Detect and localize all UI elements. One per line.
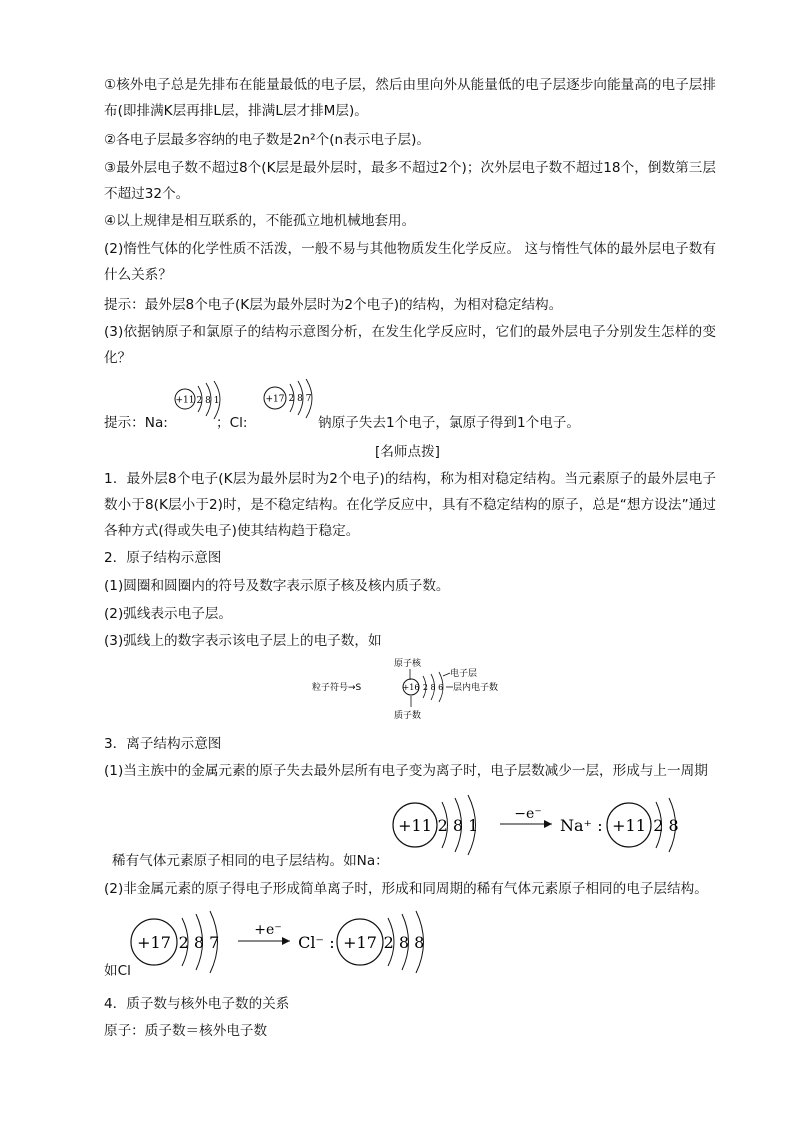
cl-atom-small-diagram [260,376,320,424]
cl-nucleus: +17 [137,933,171,952]
point-4-heading: 4．质子数与核外电子数的关系 [104,996,290,1012]
point-2-item-3: (3)弧线上的数字表示该电子层上的电子数，如 [104,633,382,649]
point-3-heading: 3．离子结构示意图 [104,736,222,752]
sulfur-nucleus: +16 [402,683,420,692]
electron-count-label: 层内电子数 [453,683,499,693]
lose-electron-label: −e⁻ [514,806,542,822]
cl-nucleus-small: +17 [265,394,285,405]
question-2: (2)惰性气体的化学性质不活泼，一般不易与其他物质发生化学反应。 这与惰性气体的最外层电子数有什么关系？ [104,241,716,283]
na-ion-nucleus: +11 [612,816,646,835]
cl-electrons: 2 8 7 [178,933,220,952]
hint-3-suffix: 钠原子失去1个电子，氯原子得到1个电子。 [318,415,580,431]
rule-3: ③最外层电子数不超过8个(K层是最外层时，最多不超过2个)；次外层电子数不超过18个，倒数第三层不超过32个。 [104,160,716,202]
point-4-item-1: 原子：质子数＝核外电子数 [104,1023,268,1039]
hint-2: 提示：最外层8个电子(K层为最外层时为2个电子)的结构，为相对稳定结构。 [104,297,563,313]
sulfur-electrons: 2 8 6 [422,683,444,692]
hint-3-separator: ；Cl: [216,415,248,431]
particle-symbol-label: 粒子符号→S [312,683,362,693]
cl-colon: : [329,933,335,952]
point-3-item-1: (1)当主族中的金属元素的原子失去最外层所有电子变为离子时，电子层数减少一层，形成与上一周期 [104,763,708,779]
rule-1: ①核外电子总是先排布在能量最低的电子层，然后由里向外从能量低的电子层逐步向能量高的电子层排布(即排满K层再排L层，排满L层才排M层)。 [104,77,716,119]
chloride-ion-diagram [128,906,438,978]
na-ion-symbol: Na⁺ [560,816,592,835]
cl-electrons-small: 2 8 7 [288,394,312,404]
teacher-tip-heading: [名师点拨] [375,444,440,460]
cl-ion-electrons: 2 8 8 [383,933,425,952]
sulfur-atom-labeled-diagram [310,654,530,724]
gain-electron-label: +e⁻ [254,922,282,938]
cl-ion-nucleus: +17 [343,933,377,952]
hint-3-prefix: 提示：Na: [104,415,168,431]
rule-2: ②各电子层最多容纳的电子数是2n²个(n表示电子层)。 [104,132,430,148]
na-nucleus-small: +11 [175,395,195,406]
rule-4: ④以上规律是相互联系的，不能孤立地机械地套用。 [104,213,416,229]
point-3-item-2-example: 如Cl [104,963,131,979]
na-colon: : [597,816,603,835]
question-3: (3)依据钠原子和氯原子的结构示意图分析，在发生化学反应时，它们的最外层电子分别发生怎样的变化？ [104,324,716,366]
na-electrons: 2 8 1 [437,816,479,835]
na-ion-electrons: 2 8 [653,816,679,835]
nucleus-label: 原子核 [394,659,422,669]
point-3-item-1-continued: 稀有气体元素原子相同的电子层结构。如Na： [112,853,389,869]
na-nucleus: +11 [398,816,432,835]
point-2-item-2: (2)弧线表示电子层。 [104,606,233,622]
na-electrons-small: 2 8 1 [196,396,220,406]
cl-ion-symbol: Cl⁻ [298,933,324,952]
shell-label: 电子层 [450,669,478,679]
point-2-item-1: (1)圆圈和圆圈内的符号及数字表示原子核及核内质子数。 [104,578,450,594]
point-2-heading: 2．原子结构示意图 [104,550,222,566]
point-3-item-2: (2)非金属元素的原子得电子形成简单离子时，形成和同周期的稀有气体元素原子相同的电子层结构。 [104,881,708,897]
point-1: 1．最外层8个电子(K层为最外层时为2个电子)的结构，称为相对稳定结构。当元素原子的最外层电子数小于8(K层小于2)时，是不稳定结构。在化学反应中，具有不稳定结构的原子，总是“想方设法”通过各种方式(得或失电子)使其结构趋于稳定。 [104,471,716,539]
proton-count-label: 质子数 [394,711,422,721]
